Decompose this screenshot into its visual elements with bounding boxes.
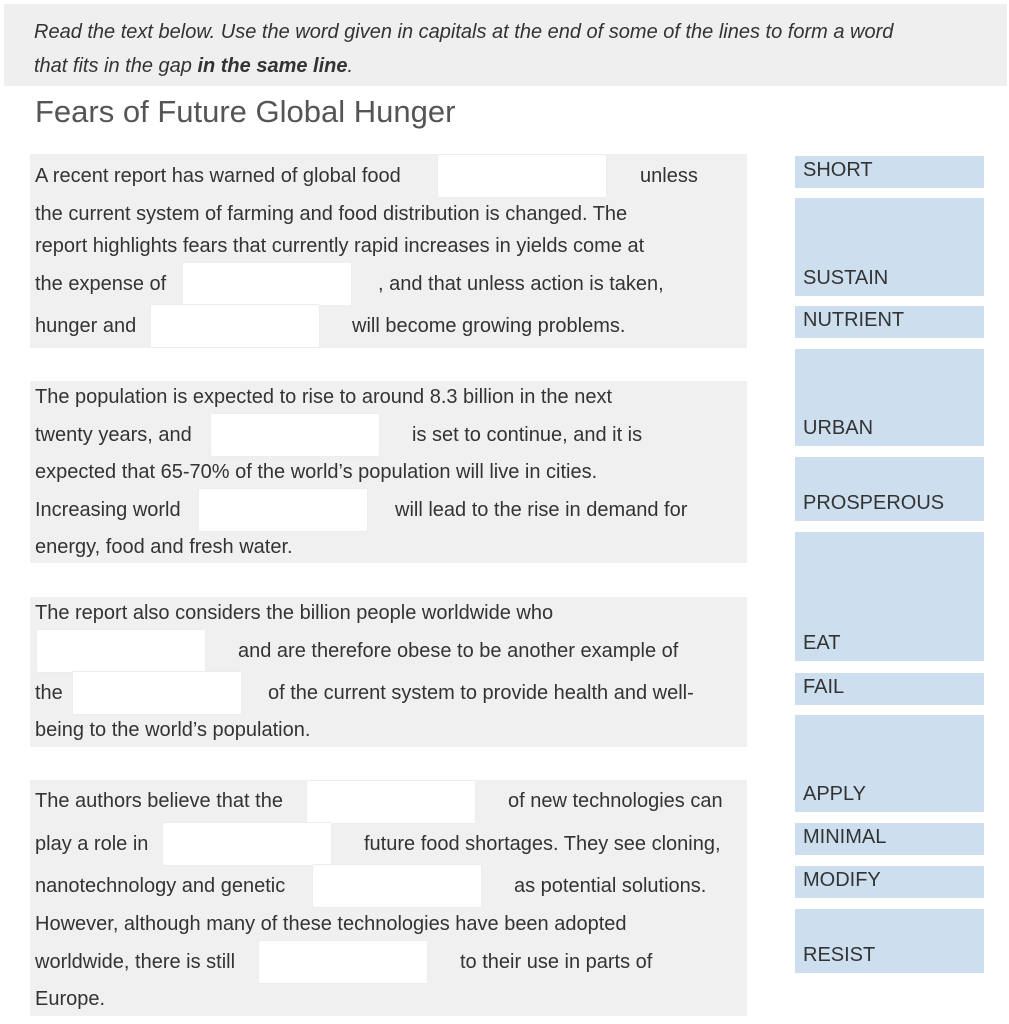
p4-line-3a: nanotechnology and genetic: [35, 875, 286, 897]
instructions-line-2-text: that fits in the gap: [34, 55, 198, 77]
p2-line-2a: twenty years, and: [35, 424, 192, 446]
p2-line-4b: will lead to the rise in demand for: [395, 499, 688, 521]
p2-line-1: The population is expected to rise to around 8.3 billion in the next: [35, 386, 613, 408]
instructions-line-2: [34, 49, 977, 83]
p4-line-5b: to their use in parts of: [460, 951, 653, 973]
p4-line-1b: of new technologies can: [508, 790, 723, 812]
p2-line-5: energy, food and fresh water.: [35, 536, 293, 558]
p1-line-1a: A recent report has warned of global food: [35, 165, 401, 187]
gap-9-input[interactable]: [162, 822, 332, 866]
p1-line-5b: will become growing problems.: [352, 315, 626, 337]
gap-8-input[interactable]: [306, 780, 476, 824]
p3-line-4: being to the world’s population.: [35, 719, 311, 741]
p4-line-4: However, although many of these technologies have been adopted: [35, 913, 627, 935]
p2-line-3: expected that 65-70% of the world’s population will live in cities.: [35, 461, 598, 483]
gap-10-input[interactable]: [312, 864, 482, 908]
gap-7-input[interactable]: [72, 671, 242, 715]
p2-line-2b: is set to continue, and it is: [412, 424, 643, 446]
p4-line-3b: as potential solutions.: [514, 875, 707, 897]
keyword-resist: [795, 909, 984, 973]
gap-11-input[interactable]: [258, 940, 428, 984]
keyword-label: EAT: [803, 632, 841, 654]
gap-3-input[interactable]: [150, 304, 320, 348]
gap-2-input[interactable]: [182, 262, 352, 306]
instructions-period: .: [347, 55, 354, 77]
p3-line-3b: of the current system to provide health and well-: [268, 682, 694, 704]
keyword-label: SHORT: [803, 159, 873, 181]
keyword-minimal: [795, 823, 984, 855]
p3-line-3a: the: [35, 682, 63, 704]
p1-line-4a: the expense of: [35, 273, 167, 295]
p3-line-2: and are therefore obese to be another example of: [238, 640, 679, 662]
keyword-label: FAIL: [803, 676, 845, 698]
p4-line-6: Europe.: [35, 988, 106, 1010]
p1-line-4b: , and that unless action is taken,: [378, 273, 664, 295]
p4-line-2b: future food shortages. They see cloning,: [364, 833, 721, 855]
paragraph-2: [30, 381, 747, 563]
keyword-label: URBAN: [803, 417, 874, 439]
p4-line-2a: play a role in: [35, 833, 149, 855]
gap-1-input[interactable]: [437, 154, 607, 198]
gap-6-input[interactable]: [36, 629, 206, 673]
p1-line-2: the current system of farming and food distribution is changed. The: [35, 203, 628, 225]
p1-line-3: report highlights fears that currently rapid increases in yields come at: [35, 235, 645, 257]
p4-line-1a: The authors believe that the: [35, 790, 283, 812]
p1-line-5a: hunger and: [35, 315, 137, 337]
p2-line-4a: Increasing world: [35, 499, 181, 521]
paragraph-3: [30, 597, 747, 747]
keyword-label: MINIMAL: [803, 826, 887, 848]
keyword-label: APPLY: [803, 783, 866, 805]
gap-4-input[interactable]: [210, 413, 380, 457]
keyword-urban: [795, 349, 984, 446]
paragraph-1: [30, 154, 747, 348]
paragraph-4: [30, 780, 747, 1016]
keyword-label: PROSPEROUS: [803, 492, 945, 514]
keyword-short: [795, 156, 984, 188]
p1-line-1b: unless: [640, 165, 698, 187]
instructions-box: [4, 4, 1007, 86]
keyword-label: RESIST: [803, 944, 876, 966]
instructions-emphasis: in the same line: [197, 55, 348, 77]
gap-5-input[interactable]: [198, 488, 368, 532]
keyword-label: SUSTAIN: [803, 267, 889, 289]
p3-line-1: The report also considers the billion people worldwide who: [35, 602, 554, 624]
keyword-eat: [795, 532, 984, 661]
keyword-sustain: [795, 198, 984, 296]
p4-line-5a: worldwide, there is still: [35, 951, 236, 973]
keyword-apply: [795, 715, 984, 812]
keyword-label: MODIFY: [803, 869, 881, 891]
keyword-fail: [795, 673, 984, 705]
page-title: Fears of Future Global Hunger: [35, 94, 456, 129]
keyword-modify: [795, 866, 984, 898]
instructions-line-1: Read the text below. Use the word given in capitals at the end of some of the lines to form a word: [34, 21, 894, 43]
keyword-label: NUTRIENT: [803, 309, 905, 331]
keyword-nutrient: [795, 306, 984, 338]
keyword-prosperous: [795, 457, 984, 521]
